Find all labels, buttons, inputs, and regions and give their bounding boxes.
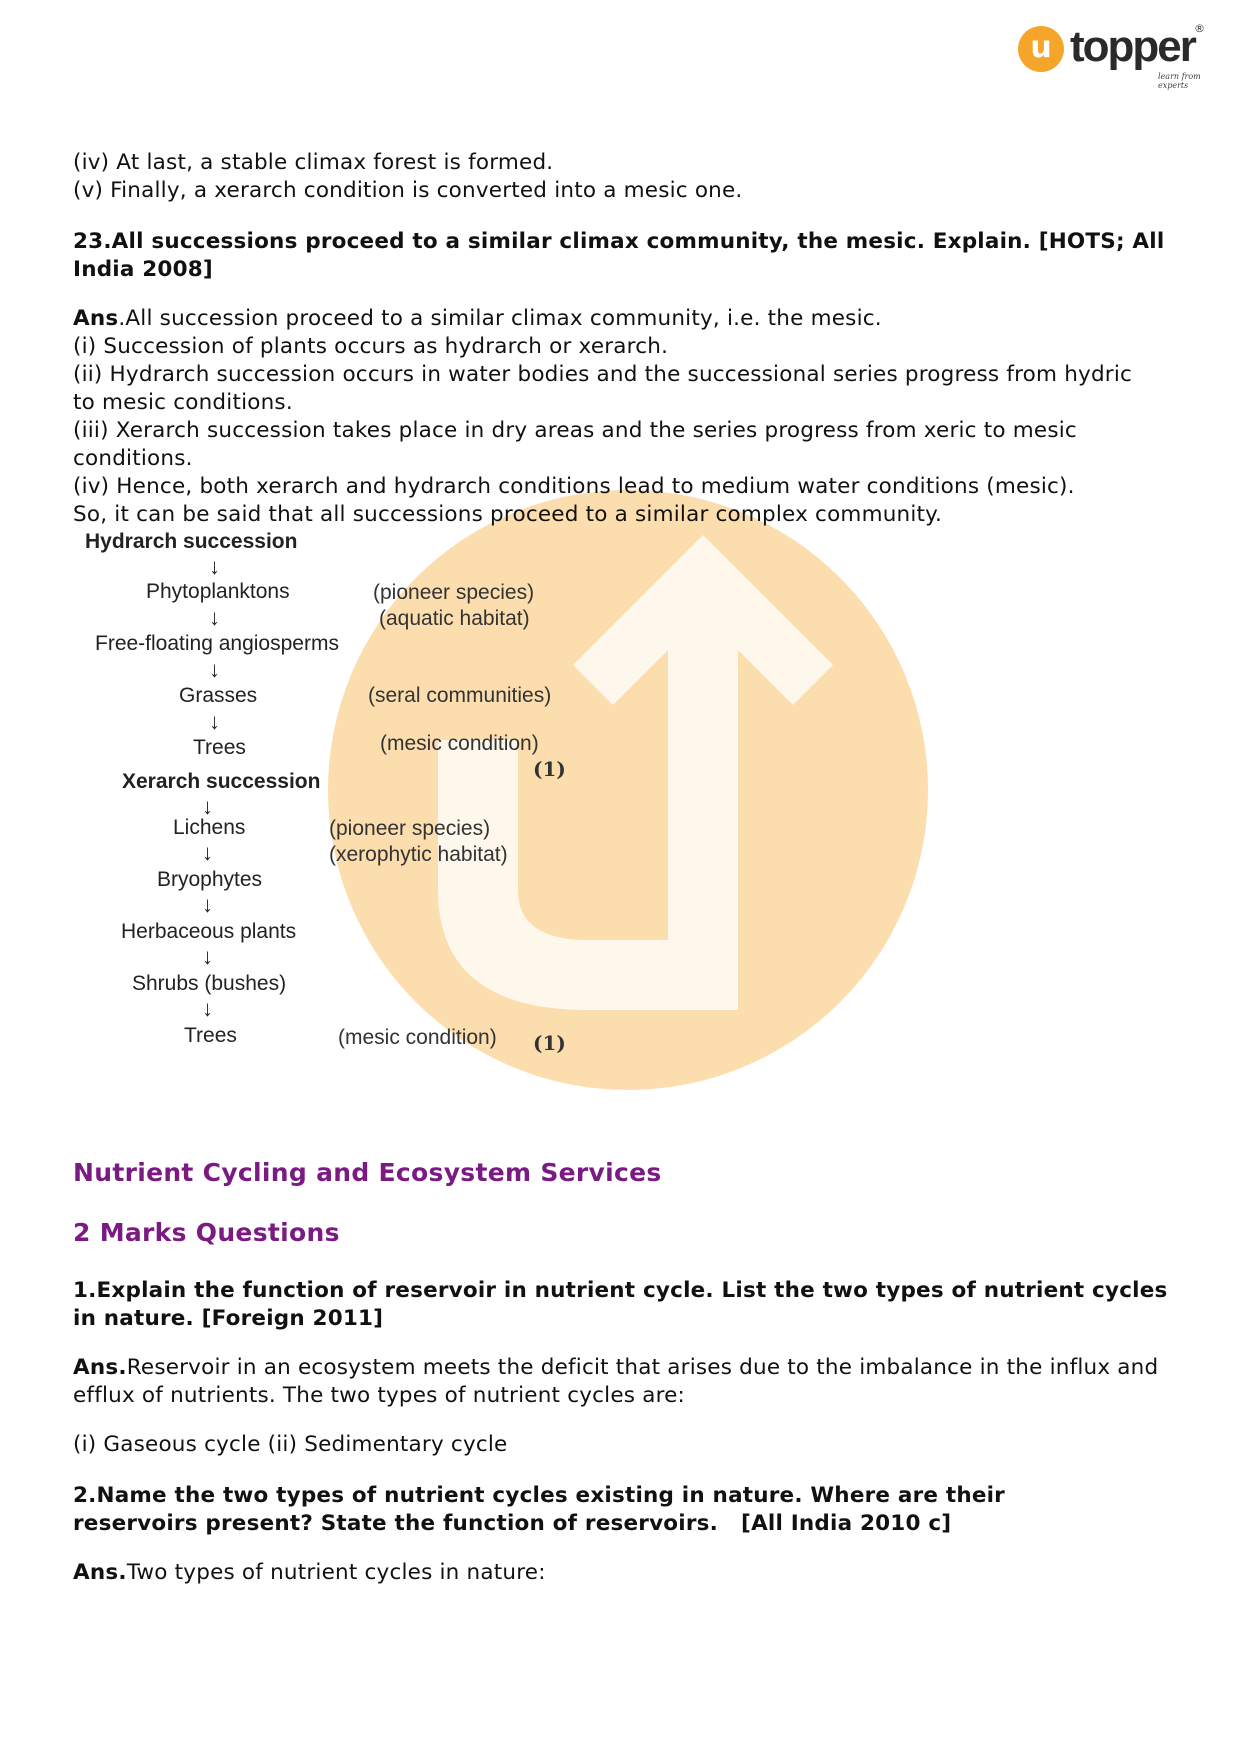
xerarch-note: (xerophytic habitat) [329, 843, 508, 866]
hydrarch-stage: Trees [193, 736, 246, 759]
logo-wordmark: topper [1070, 22, 1195, 71]
down-arrow-icon: ↓ [209, 657, 220, 682]
down-arrow-icon: ↓ [202, 840, 213, 865]
down-arrow-icon: ↓ [209, 709, 220, 734]
question-line: in nature. [Foreign 2011] [73, 1306, 384, 1331]
question-line: 23.All successions proceed to a similar climax community, the mesic. Explain. [HOTS; All [73, 229, 1165, 254]
hydrarch-note: (seral communities) [368, 684, 552, 707]
hydrarch-title: Hydrarch succession [85, 530, 298, 553]
hydrarch-note: (aquatic habitat) [379, 607, 530, 630]
question-23 [73, 228, 1173, 284]
answer-line: to mesic conditions. [73, 390, 293, 415]
sub-heading: 2 Marks Questions [73, 1218, 340, 1247]
question-2 [73, 1482, 1173, 1538]
answer-line: (iv) Hence, both xerarch and hydrarch conditions lead to medium water conditions (mesic). [73, 474, 1075, 499]
hydrarch-stage: Grasses [179, 684, 258, 707]
mark-badge: (1) [533, 1031, 566, 1055]
logo-u-icon: u [1018, 26, 1064, 72]
question-line: reservoirs present? State the function of reservoirs. [All India 2010 c] [73, 1511, 952, 1536]
xerarch-note: (mesic condition) [338, 1026, 497, 1049]
xerarch-stage: Bryophytes [157, 868, 263, 891]
logo-tagline: learn from experts [1158, 72, 1201, 90]
xerarch-title: Xerarch succession [122, 770, 321, 793]
answer-line: (ii) Hydrarch succession occurs in water bodies and the successional series progress from hydric [73, 362, 1133, 387]
question-line: 2.Name the two types of nutrient cycles existing in nature. Where are their [73, 1483, 1005, 1508]
answer-line: efflux of nutrients. The two types of nutrient cycles are: [73, 1383, 686, 1408]
registered-mark: ® [1194, 22, 1205, 35]
answer-line: (i) Succession of plants occurs as hydrarch or xerarch. [73, 334, 669, 359]
intro-line: (v) Finally, a xerarch condition is converted into a mesic one. [73, 178, 743, 203]
xerarch-stage: Shrubs (bushes) [132, 972, 287, 995]
ans-label: Ans. [73, 1560, 127, 1585]
ans-text: .All succession proceed to a similar climax community, i.e. the mesic. [118, 306, 882, 331]
hydrarch-note: (pioneer species) [373, 581, 535, 604]
xerarch-stage: Lichens [173, 816, 246, 839]
xerarch-note: (pioneer species) [329, 817, 491, 840]
hydrarch-stage: Free-floating angiosperms [95, 632, 339, 655]
hydrarch-stage: Phytoplanktons [146, 580, 290, 603]
xerarch-stage: Herbaceous plants [121, 920, 297, 943]
answer-23 [73, 305, 1173, 529]
hydrarch-note: (mesic condition) [380, 732, 539, 755]
xerarch-stage: Trees [184, 1024, 237, 1047]
answer-1-cycles [73, 1431, 1173, 1459]
question-line: 1.Explain the function of reservoir in nutrient cycle. List the two types of nutrient cycles [73, 1278, 1168, 1303]
ans-label: Ans. [73, 1355, 127, 1380]
topper-logo [1018, 22, 1218, 90]
ans-text: Two types of nutrient cycles in nature: [126, 1560, 546, 1585]
answer-first-line [73, 305, 1173, 333]
answer-line: conditions. [73, 446, 193, 471]
down-arrow-icon: ↓ [209, 605, 220, 630]
down-arrow-icon: ↓ [202, 892, 213, 917]
answer-line: So, it can be said that all successions proceed to a similar complex community. [73, 502, 943, 527]
answer-1 [73, 1354, 1173, 1410]
answer-2 [73, 1559, 1173, 1587]
ans-text: Reservoir in an ecosystem meets the deficit that arises due to the imbalance in the influx and [126, 1355, 1159, 1380]
down-arrow-icon: ↓ [202, 944, 213, 969]
question-1 [73, 1277, 1173, 1333]
down-arrow-icon: ↓ [209, 554, 220, 579]
answer-line: (i) Gaseous cycle (ii) Sedimentary cycle [73, 1432, 508, 1457]
intro-text [73, 149, 1173, 205]
answer-line: (iii) Xerarch succession takes place in dry areas and the series progress from xeric to mesic [73, 418, 1077, 443]
mark-badge: (1) [533, 757, 566, 781]
section-heading: Nutrient Cycling and Ecosystem Services [73, 1158, 662, 1187]
answer-first-line [73, 1354, 1173, 1382]
question-line: India 2008] [73, 257, 213, 282]
down-arrow-icon: ↓ [202, 794, 213, 819]
answer-first-line [73, 1559, 1173, 1587]
down-arrow-icon: ↓ [202, 996, 213, 1021]
intro-line: (iv) At last, a stable climax forest is formed. [73, 150, 554, 175]
ans-label: Ans [73, 306, 119, 331]
